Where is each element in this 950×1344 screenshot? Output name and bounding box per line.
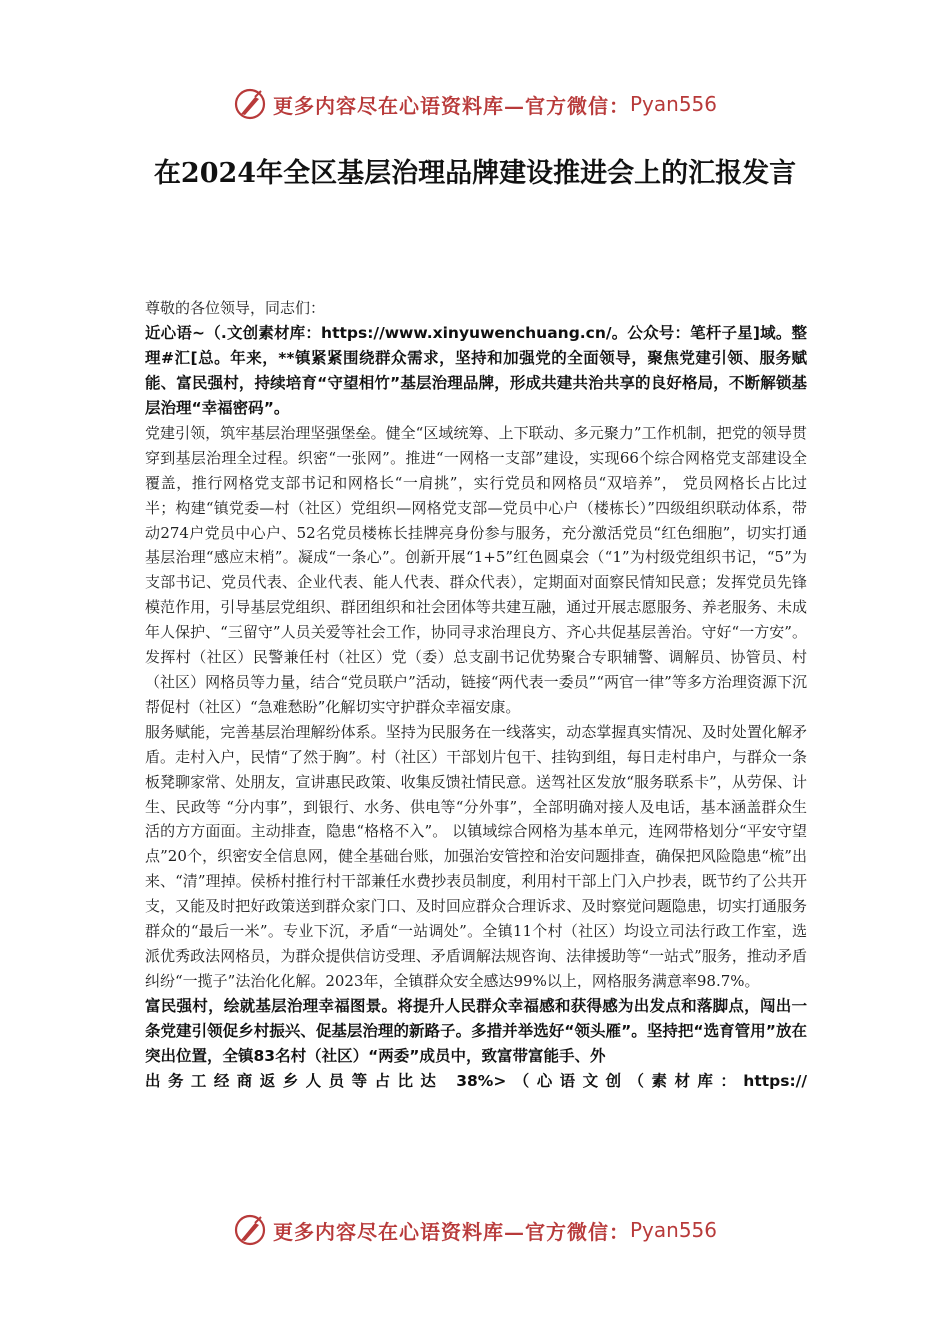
header-watermark-banner (0, 84, 950, 124)
footer-banner-text: 更多内容尽在心语资料库—官方微信： (272, 1219, 630, 1244)
quill-pen-logo-icon (233, 1213, 267, 1247)
header-banner-wechat: Pyan556 (629, 92, 717, 116)
document-title: 在2024年全区基层治理品牌建设推进会上的汇报发言 (153, 158, 797, 189)
footer-banner-wechat: Pyan556 (629, 1218, 717, 1242)
intro-paragraph: 近心语~（.文创素材库：https://www.xinyuwenchuang.cn/。公众号：笔杆子星]域。整理#汇[总。年来，**镇紧紧围绕群众需求，坚持和加强党的全面领导，聚焦党建引领、服务赋能、富民强村，持续培育“守望相竹”基层治理品牌，形成共建共治共享的良好格局，不断解锁基层治理“幸福密码”。 (145, 323, 807, 417)
footer-watermark-banner (0, 1210, 950, 1250)
section-party-leadership-paragraph: 党建引领，筑牢基层治理坚强堡垒。健全“区域统筹、上下联动、多元聚力”工作机制，把党的领导贯穿到基层治理全过程。织密“一张网”。推进“一网格一支部”建设，实现66个综合网格党支部建设全覆盖，推行网格党支部书记和网格长“一肩挑”，实行党员和网格员“双培养”， 党员网格长占比过半；构建“镇党委—村（社区）党组织—网格党支部—党员中心户（楼栋长）”四级组织联动体系，带动274户党员中心户、52名党员楼栋长挂牌亮身份参与服务，充分激活党员“红色细胞”，切实打通基层治理“感应末梢”。凝成“一条心”。创新开展“1+5”红色圆桌会（“1”为村级党组织书记，“5”为支部书记、党员代表、企业代表、能人代表、群众代表），定期面对面察民情知民意；发挥党员先锋模范作用，引导基层党组织、群团组织和社会团体等共建互融，通过开展志愿服务、养老服务、未成年人保护、“三留守”人员关爱等社会工作，协同寻求治理良方、齐心共促基层善治。守好“一方安”。发挥村（社区）民警兼任村（社区）党（委）总支副书记优势聚合专职辅警、调解员、协管员、村（社区）网格员等力量，结合“党员联户”活动，链接“两代表一委员”“两官一律”等多方治理资源下沉帮促村（社区）“急难愁盼”化解切实守护群众幸福安康。 (145, 423, 807, 716)
section-prosperity-paragraph: 富民强村，绘就基层治理幸福图景。将提升人民群众幸福感和获得感为出发点和落脚点，闯出一条党建引领促乡村振兴、促基层治理的新路子。多措并举选好“领头雁”。坚持把“选育管用”放在突出位置，全镇83名村（社区）“两委”成员中，致富带富能手、外 (145, 996, 807, 1065)
section-service-paragraph: 服务赋能，完善基层治理解纷体系。坚持为民服务在一线落实，动态掌握真实情况、及时处置化解矛盾。走村入户，民情“了然于胸”。村（社区）干部划片包干、挂钩到组，每日走村串户，与群众一条板凳聊家常、处朋友，宣讲惠民政策、收集反馈社情民意。送驾社区发放“服务联系卡”，从劳保、计生、民政等 “分内事”，到银行、水务、供电等“分外事”，全部明确对接人及电话，基本涵盖群众生活的方方面面。主动排查，隐患“格格不入”。 以镇域综合网格为基本单元，连网带格划分“平安守望点”20个，织密安全信息网，健全基础台账，加强治安管控和治安问题排查，确保把风险隐患“梳”出来、“清”理掉。侯桥村推行村干部兼任水费抄表员制度，利用村干部上门入户抄表，既节约了公共开支，又能及时把好政策送到群众家门口、及时回应群众合理诉求、及时察觉问题隐患，切实打通服务群众的“最后一米”。专业下沉，矛盾“一站调处”。全镇11个村（社区）均设立司法行政工作室，选派优秀政法网格员，为群众提供信访受理、矛盾调解法规咨询、法律援助等“一站式”服务，推动矛盾纠纷“一揽子”法治化化解。2023年，全镇群众安全感达99%以上，网格服务满意率98.7%。 (145, 722, 807, 990)
document-body (145, 296, 807, 1094)
quill-pen-logo-icon (233, 87, 267, 121)
section-prosperity-continued-line: 出务工经商返乡人员等占比达 38%>（心语文创（素材库：https:// (145, 1071, 807, 1090)
header-banner-text: 更多内容尽在心语资料库—官方微信： (272, 93, 630, 118)
greeting-paragraph: 尊敬的各位领导，同志们： (145, 299, 326, 317)
